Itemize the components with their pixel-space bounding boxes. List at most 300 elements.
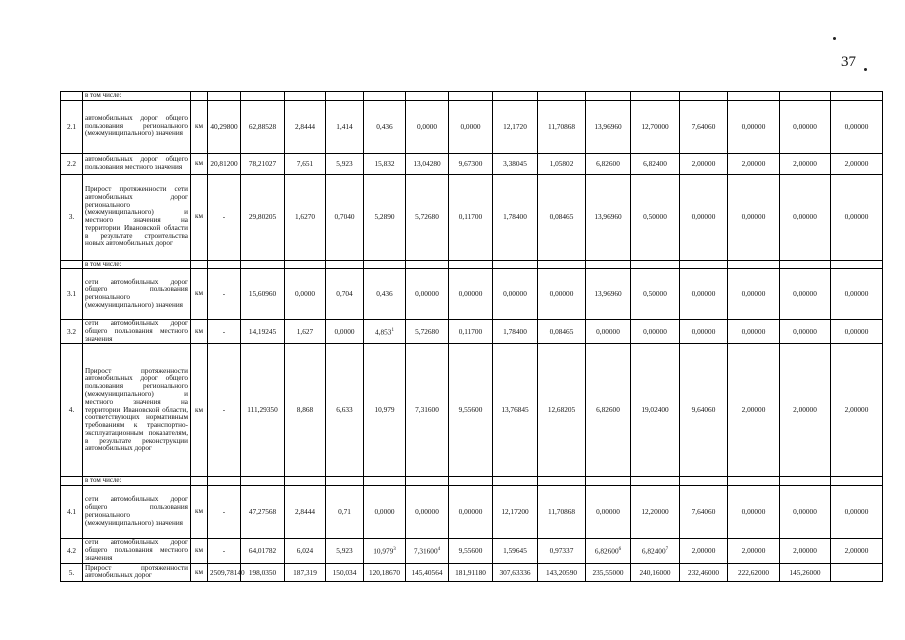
- empty-cell: [631, 477, 680, 486]
- value-cell: [538, 320, 586, 344]
- footnote-marker: 7: [665, 546, 669, 552]
- value-text: 0,00000: [691, 326, 716, 336]
- value-text: 143,20590: [545, 567, 577, 577]
- value-text: 232,46000: [687, 567, 719, 577]
- unit-cell: км: [191, 563, 208, 581]
- value-cell: [449, 153, 493, 174]
- value-cell: [780, 100, 831, 153]
- value-text: 2,00000: [793, 405, 817, 415]
- subheader-row: [61, 92, 883, 101]
- value-cell: [493, 320, 538, 344]
- empty-cell: [586, 92, 631, 101]
- value-text: 62,88528: [248, 121, 277, 131]
- value-text: 2,00000: [844, 405, 869, 415]
- value-cell: [680, 320, 728, 344]
- indicator-name: Прирост протяженности автомобильных дорог: [83, 563, 191, 581]
- empty-cell: [728, 92, 780, 101]
- value-text: 187,319: [293, 567, 317, 577]
- empty-cell: [780, 92, 831, 101]
- value-text: 15,60960: [248, 289, 277, 299]
- value-cell: [326, 320, 364, 344]
- value-text: 7,64060: [691, 507, 716, 516]
- value-cell: [364, 320, 406, 344]
- value-text: 111,29350: [247, 405, 278, 415]
- footnote-marker: 4: [437, 546, 441, 552]
- value-cell: [586, 100, 631, 153]
- value-text: 2,00000: [844, 546, 869, 555]
- value-cell: [208, 320, 241, 344]
- value-text: 9,55600: [458, 546, 483, 555]
- value-cell: [449, 320, 493, 344]
- value-cell: [586, 344, 631, 477]
- row-number: [61, 260, 83, 269]
- row-number: 4.1: [61, 485, 83, 538]
- value-cell: [364, 269, 406, 320]
- row-number: 5.: [61, 563, 83, 581]
- value-text: 0,704: [336, 289, 353, 299]
- indicator-name: сети автомобильных дорог общего пользования местного значения: [83, 538, 191, 563]
- row-number: [61, 92, 83, 101]
- value-cell: [538, 153, 586, 174]
- value-cell: [780, 538, 831, 563]
- empty-cell: [326, 477, 364, 486]
- row-number: 4.2: [61, 538, 83, 563]
- value-text: 0,00000: [793, 121, 817, 131]
- value-cell: [285, 563, 326, 581]
- value-text: 0,00000: [415, 289, 439, 299]
- empty-cell: [728, 477, 780, 486]
- empty-cell: [364, 260, 406, 269]
- empty-cell: [191, 477, 208, 486]
- value-text: 47,27568: [248, 507, 277, 516]
- value-cell: [631, 174, 680, 260]
- value-cell: [493, 344, 538, 477]
- value-cell: [831, 485, 883, 538]
- value-text: 19,02400: [641, 405, 669, 415]
- value-cell: [493, 100, 538, 153]
- value-text: 7,651: [296, 158, 314, 168]
- subheader-row: [61, 260, 883, 269]
- value-cell: [631, 538, 680, 563]
- value-cell: [406, 100, 449, 153]
- value-text: 0,0000: [460, 121, 481, 131]
- unit-cell: км: [191, 320, 208, 344]
- indicator-name: автомобильных дорог общего пользования местного значения: [83, 153, 191, 174]
- footnote-marker: 3: [393, 546, 396, 552]
- value-text: 120,18670: [368, 567, 400, 577]
- value-cell: [728, 563, 780, 581]
- table-row: [61, 344, 883, 477]
- value-cell: [241, 344, 285, 477]
- empty-cell: [831, 260, 883, 269]
- table-row: [61, 153, 883, 174]
- value-cell: [326, 538, 364, 563]
- value-text: 6,82600: [594, 546, 619, 556]
- value-text: -: [222, 507, 226, 516]
- indicator-name: сети автомобильных дорог общего пользования регионального (межмуниципального) значения: [83, 269, 191, 320]
- value-cell: [285, 538, 326, 563]
- value-cell: [586, 174, 631, 260]
- value-cell: [364, 563, 406, 581]
- value-text: 12,1720: [503, 121, 527, 131]
- value-cell: [326, 563, 364, 581]
- table-row: [61, 269, 883, 320]
- empty-cell: [449, 260, 493, 269]
- value-cell: [831, 269, 883, 320]
- value-cell: [586, 485, 631, 538]
- value-text: 11,70868: [547, 507, 576, 516]
- empty-cell: [831, 92, 883, 101]
- subheader-row: [61, 477, 883, 486]
- value-cell: [449, 344, 493, 477]
- value-text: 15,832: [374, 158, 395, 168]
- value-cell: [831, 563, 883, 581]
- value-cell: [208, 153, 241, 174]
- value-text: 0,50000: [643, 212, 667, 222]
- value-cell: [538, 269, 586, 320]
- value-text: 13,96960: [594, 289, 622, 299]
- value-text: 2,00000: [741, 158, 766, 168]
- value-cell: [241, 538, 285, 563]
- empty-cell: [538, 92, 586, 101]
- value-cell: [364, 153, 406, 174]
- value-cell: [538, 100, 586, 153]
- value-cell: [493, 485, 538, 538]
- value-cell: [728, 100, 780, 153]
- row-number: 2.2: [61, 153, 83, 174]
- value-cell: [406, 269, 449, 320]
- value-cell: [285, 153, 326, 174]
- value-text: 0,00000: [741, 212, 766, 222]
- value-text: 0,00000: [793, 326, 817, 336]
- value-text: 307,63336: [499, 567, 531, 577]
- value-text: 5,72680: [415, 212, 439, 222]
- page-number: 37: [841, 54, 856, 70]
- value-cell: [364, 100, 406, 153]
- value-cell: [406, 485, 449, 538]
- value-cell: [728, 269, 780, 320]
- value-text: 150,034: [332, 567, 357, 577]
- value-text: 7,31600: [413, 546, 438, 556]
- row-number: 3.1: [61, 269, 83, 320]
- empty-cell: [680, 260, 728, 269]
- empty-cell: [728, 260, 780, 269]
- empty-cell: [241, 92, 285, 101]
- value-text: -: [222, 289, 226, 299]
- value-text: 2,00000: [691, 546, 716, 555]
- value-text: 13,76845: [501, 405, 529, 415]
- empty-cell: [326, 92, 364, 101]
- unit-cell: км: [191, 485, 208, 538]
- value-text: 2,00000: [741, 405, 766, 415]
- value-cell: [326, 100, 364, 153]
- value-text: 0,00000: [844, 289, 869, 299]
- value-cell: [326, 344, 364, 477]
- value-cell: [326, 174, 364, 260]
- value-cell: [780, 174, 831, 260]
- value-text: 0,00000: [691, 212, 716, 222]
- empty-cell: [285, 92, 326, 101]
- value-text: 5,923: [336, 546, 353, 555]
- indicator-name: Прирост протяженности автомобильных дорог общего пользования регионального (межмуниципального) и местного значения на территории Ивановской области, соответствующих нормативным требованиям к транспортно-эксплуатационным показателям, в результате реконструкции автомобильных дорог: [83, 344, 191, 477]
- value-cell: [241, 269, 285, 320]
- value-cell: [831, 538, 883, 563]
- indicator-name: автомобильных дорог общего пользования регионального (межмуниципального) значения: [83, 100, 191, 153]
- value-cell: [631, 320, 680, 344]
- value-cell: [406, 538, 449, 563]
- value-text: 0,11700: [458, 212, 483, 222]
- unit-cell: км: [191, 344, 208, 477]
- value-text: 0,00000: [549, 289, 574, 299]
- value-text: 145,40564: [411, 567, 443, 577]
- value-text: 0,08465: [549, 212, 574, 222]
- value-cell: [406, 344, 449, 477]
- value-text: 1,78400: [503, 212, 527, 222]
- value-cell: [728, 344, 780, 477]
- value-cell: [493, 153, 538, 174]
- value-text: 10,979: [374, 405, 395, 415]
- empty-cell: [326, 260, 364, 269]
- value-text: 1,6270: [294, 212, 316, 222]
- value-text: 6,82400: [643, 158, 667, 168]
- empty-cell: [191, 92, 208, 101]
- value-cell: [326, 485, 364, 538]
- table-row: [61, 563, 883, 581]
- row-number: 3.2: [61, 320, 83, 344]
- empty-cell: [493, 477, 538, 486]
- value-text: 0,00000: [458, 289, 483, 299]
- value-text: 181,91180: [455, 567, 486, 577]
- empty-cell: [241, 260, 285, 269]
- value-cell: [493, 538, 538, 563]
- value-text: -: [222, 326, 226, 336]
- indicator-name: в том числе:: [83, 477, 191, 486]
- value-cell: [241, 153, 285, 174]
- value-text: 7,31600: [415, 405, 439, 415]
- value-cell: [680, 174, 728, 260]
- value-text: 2,00000: [793, 158, 817, 168]
- value-text: 0,0000: [294, 289, 316, 299]
- value-text: 6,633: [336, 405, 353, 415]
- value-cell: [680, 538, 728, 563]
- value-text: 14,19245: [248, 326, 277, 336]
- footnote-marker: 6: [618, 546, 622, 552]
- value-text: 235,55000: [592, 567, 624, 577]
- value-text: 0,00000: [741, 121, 766, 131]
- value-text: 0,00000: [793, 507, 817, 516]
- value-text: 5,923: [336, 158, 353, 168]
- value-cell: [364, 174, 406, 260]
- value-text: 0,00000: [503, 289, 527, 299]
- value-text: 222,62000: [737, 567, 769, 577]
- table-row: [61, 100, 883, 153]
- value-cell: [728, 538, 780, 563]
- value-text: 7,64060: [691, 121, 716, 131]
- value-text: 29,80205: [248, 212, 277, 222]
- value-text: 0,436: [376, 289, 393, 299]
- value-text: 0,0000: [416, 121, 438, 131]
- value-cell: [538, 538, 586, 563]
- unit-cell: км: [191, 100, 208, 153]
- value-text: -: [222, 212, 226, 222]
- empty-cell: [364, 92, 406, 101]
- value-cell: [364, 344, 406, 477]
- value-text: 11,70868: [547, 121, 576, 131]
- value-cell: [241, 100, 285, 153]
- value-cell: [680, 100, 728, 153]
- row-number: [61, 477, 83, 486]
- value-text: 2,00000: [793, 546, 817, 555]
- unit-cell: км: [191, 174, 208, 260]
- empty-cell: [493, 260, 538, 269]
- empty-cell: [538, 260, 586, 269]
- empty-cell: [406, 260, 449, 269]
- value-text: 0,00000: [643, 326, 667, 336]
- value-cell: [493, 563, 538, 581]
- table-row: [61, 538, 883, 563]
- value-text: 0,7040: [334, 212, 355, 222]
- value-text: 8,868: [296, 405, 314, 415]
- value-cell: [241, 485, 285, 538]
- value-text: 0,00000: [844, 212, 869, 222]
- scan-mark: [864, 68, 867, 71]
- indicator-name: в том числе:: [83, 260, 191, 269]
- value-cell: [208, 563, 245, 581]
- empty-cell: [241, 477, 285, 486]
- value-cell: [780, 153, 831, 174]
- value-text: 9,55600: [458, 405, 483, 415]
- value-text: 0,0000: [374, 507, 395, 516]
- value-cell: [449, 563, 493, 581]
- value-text: 0,97337: [549, 546, 574, 555]
- value-cell: [406, 174, 449, 260]
- value-cell: [586, 538, 631, 563]
- value-cell: [680, 344, 728, 477]
- footnote-marker: 1: [391, 327, 394, 333]
- value-text: 0,00000: [691, 289, 716, 299]
- value-cell: [831, 153, 883, 174]
- empty-cell: [831, 477, 883, 486]
- value-cell: [831, 320, 883, 344]
- value-text: 0,00000: [741, 507, 766, 516]
- empty-cell: [208, 260, 241, 269]
- empty-cell: [285, 260, 326, 269]
- unit-cell: км: [191, 538, 208, 563]
- value-cell: [285, 320, 326, 344]
- row-number: 4.: [61, 344, 83, 477]
- value-cell: [680, 563, 728, 581]
- value-text: 0,436: [376, 121, 393, 131]
- value-text: 6,82400: [641, 546, 666, 556]
- value-text: 13,96960: [594, 212, 622, 222]
- table-row: [61, 174, 883, 260]
- value-cell: [538, 344, 586, 477]
- value-text: 3,38045: [503, 158, 527, 168]
- empty-cell: [208, 92, 241, 101]
- value-cell: [780, 320, 831, 344]
- value-text: 1,78400: [503, 326, 527, 336]
- value-text: 0,0000: [334, 326, 355, 336]
- empty-cell: [631, 92, 680, 101]
- value-text: 0,50000: [643, 289, 667, 299]
- value-text: 0,00000: [415, 507, 439, 516]
- value-text: 145,26000: [789, 567, 821, 577]
- value-text: 9,64060: [691, 405, 716, 415]
- value-cell: [728, 153, 780, 174]
- value-text: 5,2890: [374, 212, 395, 222]
- empty-cell: [493, 92, 538, 101]
- value-cell: [449, 100, 493, 153]
- value-cell: [538, 174, 586, 260]
- value-cell: [586, 269, 631, 320]
- value-cell: [831, 100, 883, 153]
- value-cell: [680, 485, 728, 538]
- indicator-name: в том числе:: [83, 92, 191, 101]
- empty-cell: [780, 260, 831, 269]
- value-text: 1,414: [336, 121, 353, 131]
- indicator-name: сети автомобильных дорог общего пользования местного значения: [83, 320, 191, 344]
- value-text: 0,00000: [844, 507, 869, 516]
- value-cell: [208, 485, 241, 538]
- value-text: 0,08465: [549, 326, 574, 336]
- empty-cell: [586, 260, 631, 269]
- empty-cell: [191, 260, 208, 269]
- value-cell: [631, 485, 680, 538]
- value-text: 4,853: [375, 327, 392, 337]
- value-cell: [449, 538, 493, 563]
- indicator-name: сети автомобильных дорог общего пользования регионального (межмуниципального) значения: [83, 485, 191, 538]
- value-cell: [285, 174, 326, 260]
- value-text: 5,72680: [415, 326, 439, 336]
- value-text: 9,67300: [458, 158, 483, 168]
- unit-cell: км: [191, 153, 208, 174]
- table-row: [61, 485, 883, 538]
- value-cell: [285, 269, 326, 320]
- empty-cell: [538, 477, 586, 486]
- value-cell: [208, 538, 241, 563]
- value-text: 12,17200: [501, 507, 529, 516]
- value-cell: [326, 269, 364, 320]
- empty-cell: [586, 477, 631, 486]
- value-cell: [406, 153, 449, 174]
- value-cell: [208, 174, 241, 260]
- value-cell: [449, 174, 493, 260]
- empty-cell: [680, 92, 728, 101]
- value-text: 6,82600: [596, 158, 620, 168]
- empty-cell: [680, 477, 728, 486]
- value-text: 12,68205: [547, 405, 576, 415]
- value-text: -: [222, 546, 226, 555]
- value-cell: [208, 100, 241, 153]
- value-text: 13,96960: [594, 121, 622, 131]
- value-text: 240,16000: [639, 567, 671, 577]
- value-text: 1,05802: [549, 158, 574, 168]
- empty-cell: [208, 477, 241, 486]
- value-cell: [449, 269, 493, 320]
- value-cell: [631, 344, 680, 477]
- value-text: 13,04280: [413, 158, 441, 168]
- value-cell: [586, 563, 631, 581]
- value-text: 2,00000: [844, 158, 869, 168]
- value-cell: [831, 174, 883, 260]
- scan-mark: [833, 37, 836, 40]
- value-cell: [831, 344, 883, 477]
- value-cell: [680, 269, 728, 320]
- value-cell: [241, 174, 285, 260]
- value-cell: [728, 174, 780, 260]
- value-text: 6,024: [296, 546, 314, 555]
- unit-cell: км: [191, 269, 208, 320]
